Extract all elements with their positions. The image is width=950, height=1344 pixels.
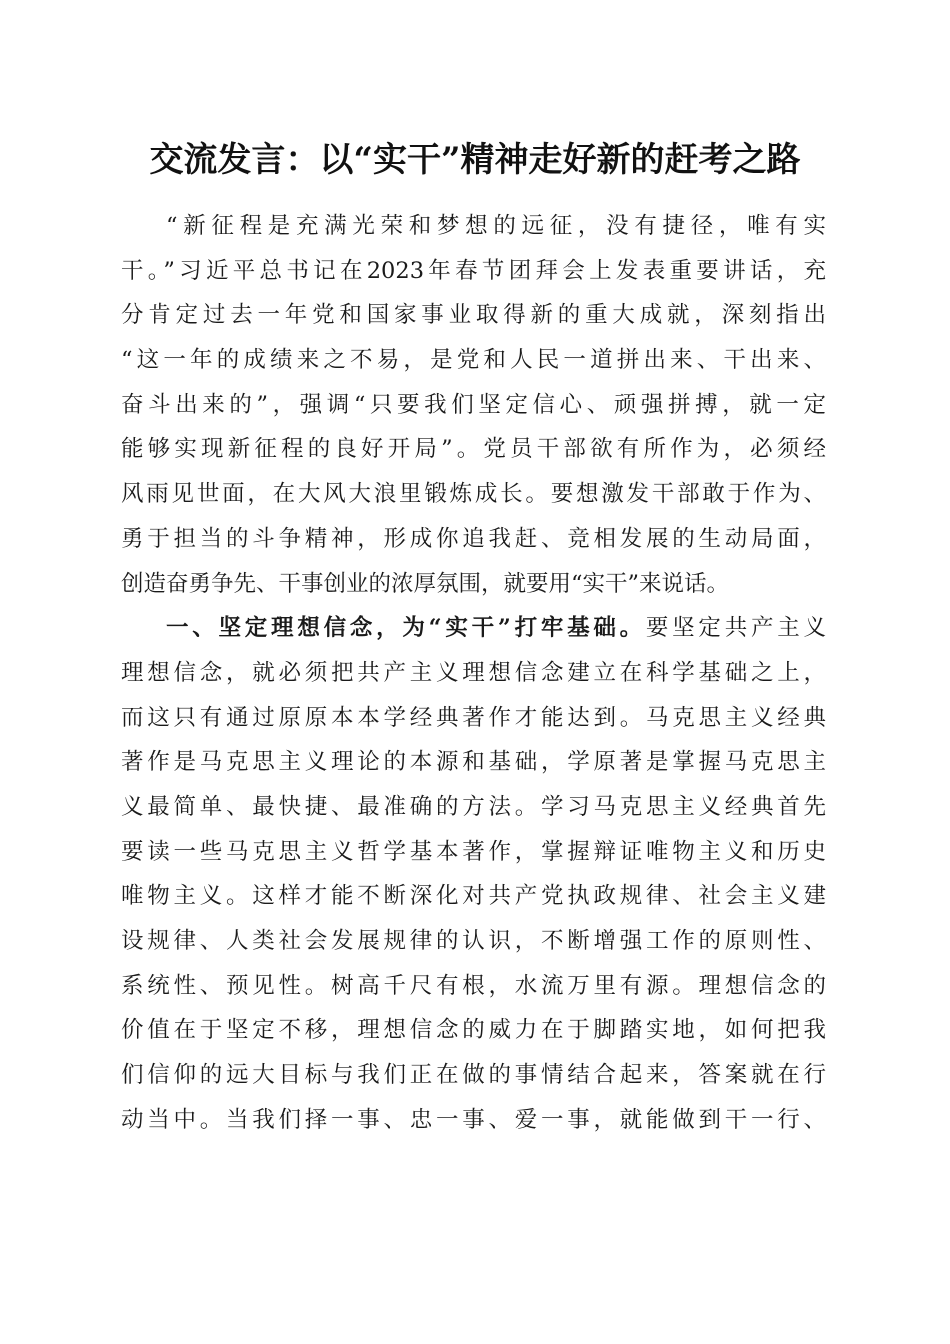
section-heading: 一、坚定理想信念，为“实干”打牢基础。 [166, 615, 646, 642]
paragraph-line: 著作是马克思主义理论的本源和基础，学原著是掌握马克思主 [121, 749, 826, 776]
paragraph-line: 动当中。当我们择一事、忠一事、爱一事，就能做到干一行、 [121, 1106, 826, 1133]
paragraph-line: 系统性、预见性。树高千尺有根，水流万里有源。理想信念的 [121, 972, 826, 999]
paragraph-line: 价值在于坚定不移，理想信念的威力在于脚踏实地，如何把我 [121, 1017, 826, 1044]
paragraph-line: 设规律、人类社会发展规律的认识，不断增强工作的原则性、 [121, 928, 826, 954]
section-text: 要坚定共产主义 [645, 615, 826, 642]
paragraph-line: 创造奋勇争先、干事创业的浓厚氛围，就要用“实干”来说话。 [121, 570, 730, 597]
paragraph-line: 奋斗出来的”，强调“只要我们坚定信心、顽强拼搏，就一定 [121, 391, 826, 418]
paragraph-line: 理想信念，就必须把共产主义理想信念建立在科学基础之上， [121, 659, 826, 686]
paragraph-line: “这一年的成绩来之不易，是党和人民一道拼出来、干出来、 [121, 347, 826, 374]
paragraph-line: 义最简单、最快捷、最准确的方法。学习马克思主义经典首先 [121, 793, 826, 820]
paragraph-line: 分肯定过去一年党和国家事业取得新的重大成就，深刻指出 [121, 302, 826, 329]
document-body [121, 204, 826, 1142]
paragraph-line: 要读一些马克思主义哲学基本著作，掌握辩证唯物主义和历史 [121, 838, 826, 865]
paragraph-line: 唯物主义。这样才能不断深化对共产党执政规律、社会主义建 [121, 883, 826, 910]
paragraph-line: 能够实现新征程的良好开局”。党员干部欲有所作为，必须经 [121, 436, 826, 463]
paragraph-line: 们信仰的远大目标与我们正在做的事情结合起来，答案就在行 [121, 1062, 826, 1089]
paragraph-line: 干。”习近平总书记在2023年春节团拜会上发表重要讲话，充 [121, 257, 826, 284]
paragraph-line: “新征程是充满光荣和梦想的远征，没有捷径，唯有实 [166, 213, 826, 239]
section-heading-line [121, 606, 826, 651]
document-title: 交流发言：以“实干”精神走好新的赶考之路 [149, 140, 801, 180]
paragraph-line: 而这只有通过原原本本学经典著作才能达到。马克思主义经典 [121, 704, 826, 731]
paragraph-line: 风雨见世面，在大风大浪里锻炼成长。要想激发干部敢于作为、 [121, 481, 826, 508]
paragraph-line: 勇于担当的斗争精神，形成你追我赶、竞相发展的生动局面， [121, 525, 826, 552]
